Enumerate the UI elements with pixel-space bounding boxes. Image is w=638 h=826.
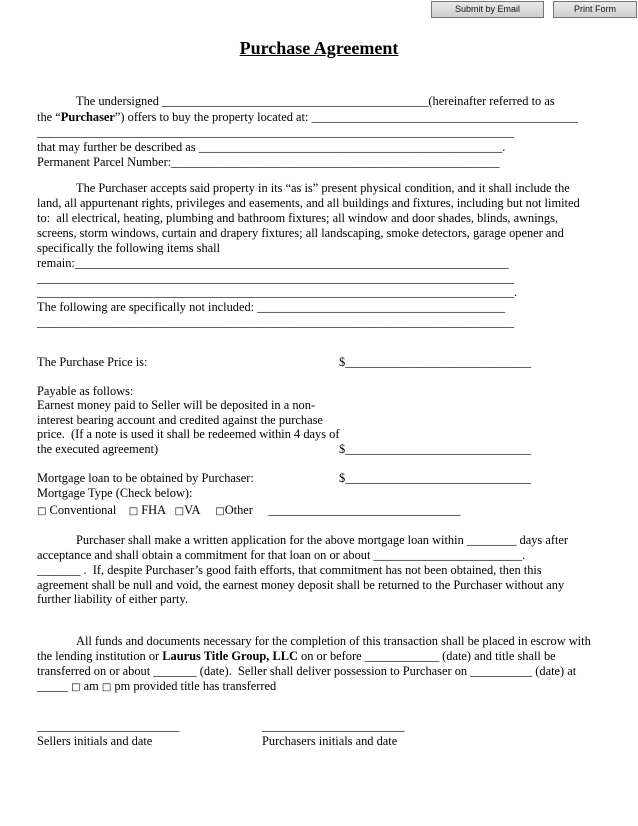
p1-line-2: the “Purchaser”) offers to buy the property located at: ___________________________________________ xyxy=(37,110,578,124)
p4-line-1: All funds and documents necessary for the completion of this transaction shall be placed in escrow with xyxy=(76,634,591,648)
p3-line-3: _______ . If, despite Purchaser’s good faith efforts, that commitment has not been obtained, then this xyxy=(37,563,542,577)
p2-line-9: The following are specifically not included: ________________________________________ xyxy=(37,300,506,314)
print-form-button[interactable]: Print Form xyxy=(553,1,637,18)
p2-line-7: _____________________________________________________________________________ xyxy=(37,271,515,285)
p1-line-5: Permanent Parcel Number:_____________________________________________________ xyxy=(37,155,500,169)
p1-line-4: that may further be described as _________________________________________________. xyxy=(37,140,506,154)
p2-line-10: _____________________________________________________________________________ xyxy=(37,315,515,329)
p2-line-4: screens, storm windows, curtain and drapery fixtures; all landscaping, smoke detectors, garage opener and xyxy=(37,226,564,240)
am-checkbox[interactable]: □ xyxy=(71,682,81,693)
p4-line-4: _____ □ am □ pm provided title has transferred xyxy=(37,679,277,693)
p3-line-5: further liability of either party. xyxy=(37,592,188,606)
other-field[interactable]: _______________________________ xyxy=(268,503,461,517)
conventional-label: Conventional xyxy=(46,503,117,517)
p2-line-8: _____________________________________________________________________________. xyxy=(37,285,518,299)
seller-initials-label: Sellers initials and date xyxy=(37,734,153,748)
p2-line-1: The Purchaser accepts said property in its “as is” present physical condition, and it shall include the xyxy=(76,181,570,195)
purchaser-initials-label: Purchasers initials and date xyxy=(262,734,398,748)
other-label: Other xyxy=(224,503,253,517)
purchase-price-field[interactable]: $______________________________ xyxy=(339,355,532,369)
p4-line-3: transferred on or about _______ (date). Seller shall deliver possession to Purchaser on __________ (date) at xyxy=(37,664,577,678)
p3-line-4: agreement shall be null and void, the earnest money deposit shall be returned to the Purchaser without any xyxy=(37,578,565,592)
va-label: VA xyxy=(184,503,200,517)
mortgage-loan-label: Mortgage loan to be obtained by Purchaser: xyxy=(37,471,254,485)
submit-by-email-button[interactable]: Submit by Email xyxy=(431,1,544,18)
earnest-line-3: price. (If a note is used it shall be redeemed within 4 days of xyxy=(37,427,340,441)
payable-label: Payable as follows: xyxy=(37,384,134,398)
other-checkbox[interactable]: □ xyxy=(215,506,225,517)
page-title: Purchase Agreement xyxy=(239,38,399,58)
pm-checkbox[interactable]: □ xyxy=(101,682,112,693)
p2-line-5: specifically the following items shall xyxy=(37,241,221,255)
p1-line-3: _____________________________________________________________________________ xyxy=(37,125,515,139)
mortgage-type-label: Mortgage Type (Check below): xyxy=(37,486,193,500)
conventional-checkbox[interactable]: □ xyxy=(37,506,47,517)
p4-line-2: the lending institution or Laurus Title Group, LLC on or before ____________ (date) and title shall be xyxy=(37,649,556,663)
purchaser-initials-field[interactable]: _______________________ xyxy=(262,719,405,733)
p2-line-2: land, all appurtenant rights, privileges and easements, and all buildings and fixtures, including but not limited xyxy=(37,196,580,210)
p2-line-3: to: all electrical, heating, plumbing and bathroom fixtures; all window and door shades, blinds, awnings, xyxy=(37,211,558,225)
mortgage-type-options xyxy=(37,503,460,519)
earnest-money-field[interactable]: $______________________________ xyxy=(339,442,532,456)
p3-line-2: acceptance and shall obtain a commitment for that loan on or about ________________________. xyxy=(37,548,526,562)
earnest-line-4: the executed agreement) xyxy=(37,442,159,456)
fha-label: FHA xyxy=(138,503,166,517)
purchase-price-label: The Purchase Price is: xyxy=(37,355,148,369)
fha-checkbox[interactable]: □ xyxy=(128,506,139,517)
p3-line-1: Purchaser shall make a written application for the above mortgage loan within ________ days after xyxy=(76,533,569,547)
p1-line-1: The undersigned ___________________________________________(hereinafter referred to as xyxy=(76,94,555,108)
mortgage-loan-field[interactable]: $______________________________ xyxy=(339,471,532,485)
p2-line-6: remain:______________________________________________________________________ xyxy=(37,256,509,270)
earnest-line-2: interest bearing account and credited against the purchase xyxy=(37,413,323,427)
earnest-line-1: Earnest money paid to Seller will be deposited in a non- xyxy=(37,398,316,412)
seller-initials-field[interactable]: _______________________ xyxy=(37,719,180,733)
va-checkbox[interactable]: □ xyxy=(174,506,185,517)
